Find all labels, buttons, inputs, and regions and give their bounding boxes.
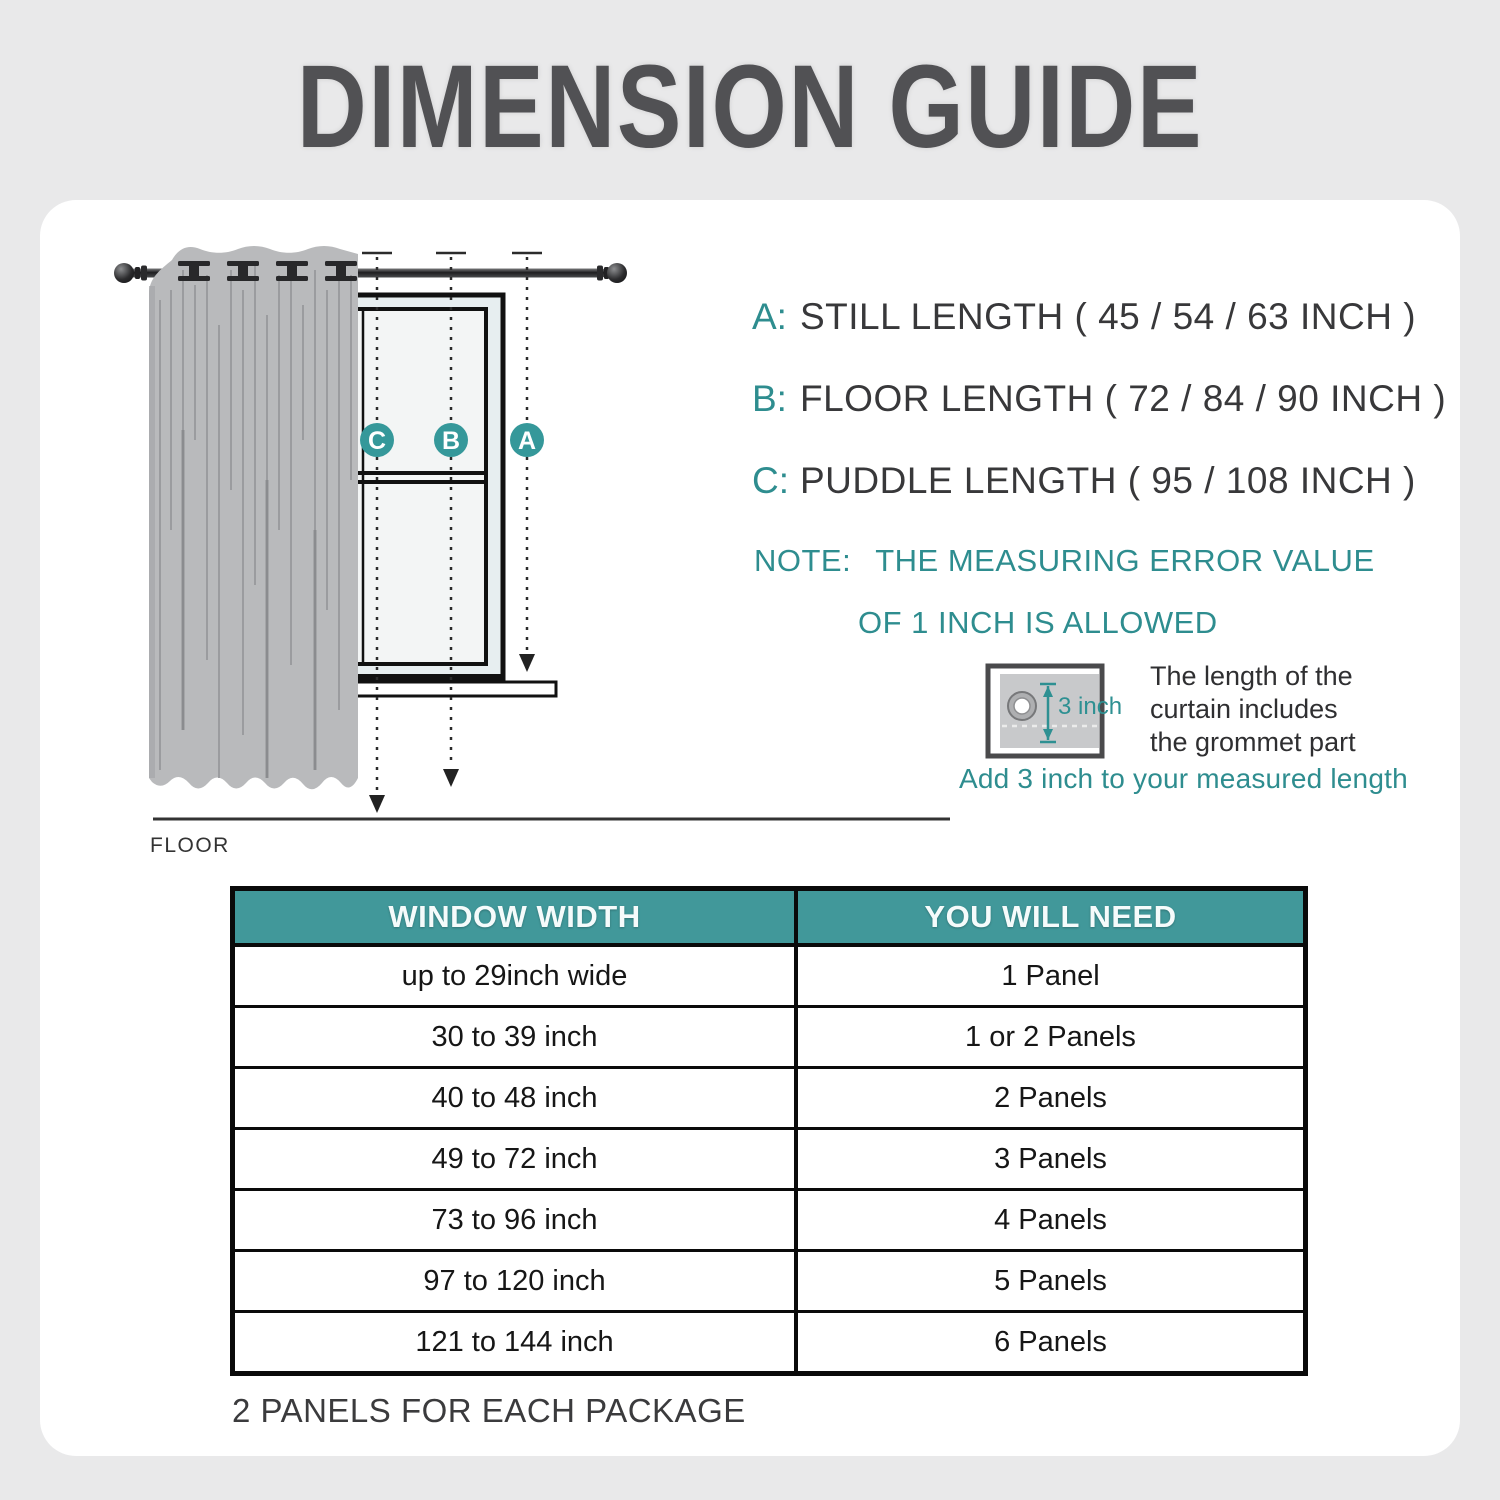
table-row	[235, 1252, 1303, 1313]
measure-badges	[360, 423, 544, 457]
cell-need-0: 1 Panel	[1001, 959, 1100, 992]
grommet-measure-label: 3 inch	[1058, 693, 1123, 720]
grommet-desc-line1: The length of the	[1150, 661, 1353, 691]
cell-width-1: 30 to 39 inch	[235, 1008, 798, 1066]
floor-label: FLOOR	[150, 834, 230, 857]
window	[328, 295, 556, 696]
legend-line-c	[752, 460, 1416, 542]
cell-need-1: 1 or 2 Panels	[965, 1020, 1136, 1053]
grommet-description	[1150, 660, 1356, 759]
grommet-desc-line3: the grommet part	[1150, 727, 1356, 757]
curtain	[149, 246, 358, 789]
legend-text-b: FLOOR LENGTH ( 72 / 84 / 90 INCH )	[800, 378, 1447, 419]
table-row	[235, 1130, 1303, 1191]
legend-line-b	[752, 378, 1447, 460]
badge-a-label: A	[517, 427, 537, 455]
badge-c-label: C	[367, 427, 387, 455]
table-row	[235, 1008, 1303, 1069]
length-legend	[752, 296, 1447, 542]
cell-width-3: 49 to 72 inch	[235, 1130, 798, 1188]
table-row	[235, 1313, 1303, 1371]
cell-width-2: 40 to 48 inch	[235, 1069, 798, 1127]
cell-width-4: 73 to 96 inch	[235, 1191, 798, 1249]
grommet-diagram	[984, 660, 1149, 760]
table-header-row	[235, 891, 1303, 947]
cell-width-6: 121 to 144 inch	[235, 1313, 798, 1371]
grommet-desc-line2: curtain includes	[1150, 694, 1338, 724]
note-line2: OF 1 INCH IS ALLOWED	[858, 605, 1218, 640]
badge-b-label: B	[441, 427, 461, 455]
legend-letter-c: C:	[752, 460, 789, 501]
cell-need-2: 2 Panels	[994, 1081, 1107, 1114]
cell-need-3: 3 Panels	[994, 1142, 1107, 1175]
table-row	[235, 1191, 1303, 1252]
table-header-you-will-need: YOU WILL NEED	[924, 899, 1177, 934]
legend-line-a	[752, 296, 1417, 378]
cell-need-6: 6 Panels	[994, 1325, 1107, 1358]
legend-letter-b: B:	[752, 378, 787, 419]
page-title: DIMENSION GUIDE	[296, 41, 1204, 173]
rod-finial-left	[114, 263, 134, 283]
legend-text-a: STILL LENGTH ( 45 / 54 / 63 INCH )	[800, 296, 1417, 337]
cell-need-5: 5 Panels	[994, 1264, 1107, 1297]
package-footnote: 2 PANELS FOR EACH PACKAGE	[232, 1392, 746, 1429]
panel-table	[230, 886, 1308, 1376]
note-line1: THE MEASURING ERROR VALUE	[875, 543, 1375, 578]
legend-text-c: PUDDLE LENGTH ( 95 / 108 INCH )	[800, 460, 1416, 501]
cell-width-5: 97 to 120 inch	[235, 1252, 798, 1310]
legend-letter-a: A:	[752, 296, 787, 337]
table-row	[235, 947, 1303, 1008]
rod-finial-right	[607, 263, 627, 283]
note-label: NOTE:	[754, 543, 852, 578]
add-length-note: Add 3 inch to your measured length	[959, 763, 1408, 794]
measuring-note	[754, 543, 1375, 641]
cell-width-0: up to 29inch wide	[235, 947, 798, 1005]
table-row	[235, 1069, 1303, 1130]
cell-need-4: 4 Panels	[994, 1203, 1107, 1236]
table-header-window-width: WINDOW WIDTH	[235, 891, 798, 943]
